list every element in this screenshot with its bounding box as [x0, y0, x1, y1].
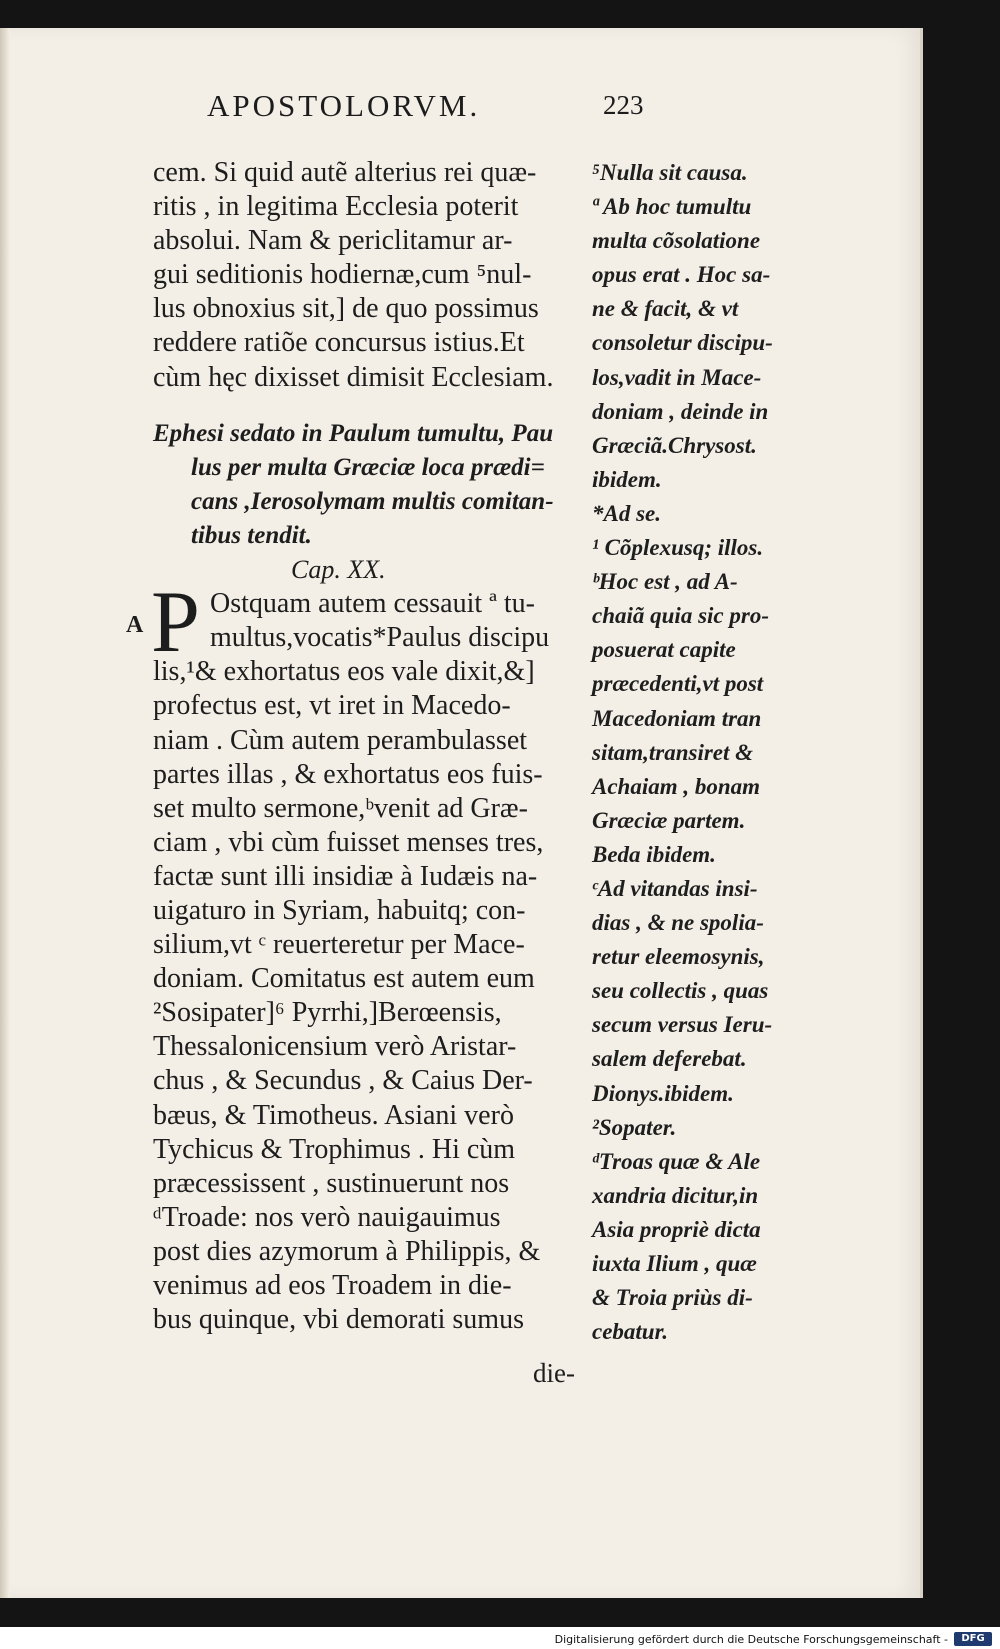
marginal-note-line: Macedoniam tran: [592, 705, 762, 731]
text-line: gui seditionis hodiernæ,cum ⁵nul-: [153, 259, 532, 291]
dfg-logo: DFG: [954, 1632, 992, 1646]
marginal-note-line: doniam , deinde in: [592, 398, 769, 424]
spacer: [153, 395, 583, 417]
page-gutter: [0, 28, 10, 1598]
marginal-note-line: ²Sopater.: [592, 1114, 677, 1140]
marginal-note-line: chaiã quia sic pro-: [592, 603, 769, 629]
marginal-note-line: *Ad se.: [592, 500, 661, 526]
marginal-note-line: retur eleemosynis,: [592, 944, 765, 970]
text-line: silium,vt ᶜ reuerteretur per Mace-: [153, 929, 525, 961]
text-line: chus , & Secundus , & Caius Der-: [153, 1065, 533, 1097]
marginal-note-line: multa cõsolatione: [592, 228, 761, 254]
main-text-top-block: [153, 156, 583, 395]
marginal-note-line: Dionys.ibidem.: [592, 1080, 734, 1106]
footer-credit: Digitalisierung gefördert durch die Deutsche Forschungsgemeinschaft -: [554, 1633, 948, 1646]
marginal-note-line: ª Ab hoc tumultu: [592, 194, 752, 220]
text-line: cùm hęc dixisset dimisit Ecclesiam.: [153, 361, 554, 393]
text-line: Tychicus & Trophimus . Hi cùm: [153, 1133, 516, 1165]
summary-line: cans ,Ierosolymam multis comitan-: [191, 487, 554, 515]
main-text-body-block: [153, 655, 583, 1337]
marginal-note-line: ¹ Cõplexusq; illos.: [592, 535, 764, 561]
text-line: lus obnoxius sit,] de quo possimus: [153, 293, 539, 325]
marginal-note-line: ibidem.: [592, 466, 662, 492]
text-line: præcessissent , sustinuerunt nos: [153, 1167, 510, 1199]
marginal-note-line: ᵈTroas quæ & Ale: [592, 1148, 761, 1174]
marginal-note-line: cebatur.: [592, 1319, 669, 1345]
marginal-note-line: posuerat capite: [592, 637, 736, 663]
text-line: bus quinque, vbi demorati sumus: [153, 1304, 524, 1336]
text-line: absolui. Nam & periclitamur ar-: [153, 225, 513, 257]
text-line: bæus, & Timotheus. Asiani verò: [153, 1099, 514, 1131]
marginal-note-line: & Troia priùs di-: [592, 1285, 753, 1311]
marginal-note-line: Achaiam , bonam: [592, 773, 761, 799]
running-head: APOSTOLORVM.: [207, 88, 481, 123]
text-line: cem. Si quid autẽ alterius rei quæ-: [153, 157, 537, 188]
main-text-column: [153, 156, 583, 1337]
marginal-note-line: consoletur discipu-: [592, 330, 773, 356]
text-line: uigaturo in Syriam, habuitq; con-: [153, 894, 526, 926]
text-line: set multo sermone,ᵇvenit ad Græ-: [153, 792, 528, 824]
marginal-notes-column: [592, 156, 822, 1349]
marginal-note-line: ᵇHoc est , ad A-: [592, 569, 738, 595]
text-line: profectus est, vt iret in Macedo-: [153, 690, 511, 722]
text-line: ²Sosipater]⁶ Pyrrhi,]Berœensis,: [153, 997, 502, 1029]
marginal-note-line: Asia propriè dicta: [592, 1216, 761, 1242]
footer-bar: [0, 1627, 1000, 1649]
text-line: multus,vocatis*Paulus discipu: [210, 622, 550, 654]
chapter-title: Cap. XX.: [291, 555, 386, 585]
marginal-note-line: ne & facit, & vt: [592, 296, 739, 322]
text-line: Ostquam autem cessauit ª tu-: [210, 588, 535, 620]
text-line: lis,¹& exhortatus eos vale dixit,&]: [153, 656, 535, 688]
marginal-note-line: salem deferebat.: [592, 1046, 747, 1072]
summary-line: tibus tendit.: [191, 521, 312, 549]
marginal-note-line: iuxta Ilium , quæ: [592, 1251, 757, 1276]
marginal-note-line: ᶜAd vitandas insi-: [592, 875, 758, 901]
catchword: die-: [533, 1358, 575, 1388]
marginal-note-line: Græciã.Chrysost.: [592, 432, 757, 458]
marginal-note-line: xandria dicitur,in: [592, 1182, 759, 1208]
page-number: 223: [603, 90, 644, 120]
text-line: post dies azymorum à Philippis, &: [153, 1235, 541, 1267]
marginal-note-line: Græciæ partem.: [592, 807, 746, 833]
text-line: reddere ratiõe concursus istius.Et: [153, 327, 525, 359]
text-line: Thessalonicensium verò Aristar-: [153, 1031, 517, 1063]
summary-line: Ephesi sedato in Paulum tumultu, Pau: [153, 419, 554, 447]
text-line: partes illas , & exhortatus eos fuis-: [153, 758, 543, 790]
marginal-note-line: secum versus Ieru-: [592, 1012, 773, 1038]
marginal-note-line: sitam,transiret &: [592, 739, 754, 765]
chapter-summary: [153, 417, 583, 553]
marginal-note-line: seu collectis , quas: [592, 978, 769, 1004]
marginal-note-line: los,vadit in Mace-: [592, 364, 762, 390]
text-line: ᵈTroade: nos verò nauigauimus: [153, 1201, 501, 1233]
marginal-note-line: dias , & ne spolia-: [592, 910, 764, 936]
marginal-note-line: opus erat . Hoc sa-: [592, 262, 771, 288]
text-line: venimus ad eos Troadem in die-: [153, 1270, 512, 1301]
marginal-note-line: ⁵Nulla sit causa.: [592, 160, 748, 185]
text-line: niam . Cùm autem perambulasset: [153, 724, 528, 756]
text-line: factæ sunt illi insidiæ à Iudæis na-: [153, 860, 538, 892]
text-line: ritis , in legitima Ecclesia poterit: [153, 191, 519, 223]
text-line: doniam. Comitatus est autem eum: [153, 963, 535, 995]
text-line: ciam , vbi cùm fuisset menses tres,: [153, 826, 544, 858]
marginal-note-line: Beda ibidem.: [592, 841, 716, 867]
marginal-note-line: præcedenti,vt post: [592, 671, 764, 697]
summary-line: lus per multa Græciæ loca prædi=: [191, 453, 545, 481]
drop-cap: P: [151, 574, 200, 672]
section-marker: A: [126, 612, 144, 638]
